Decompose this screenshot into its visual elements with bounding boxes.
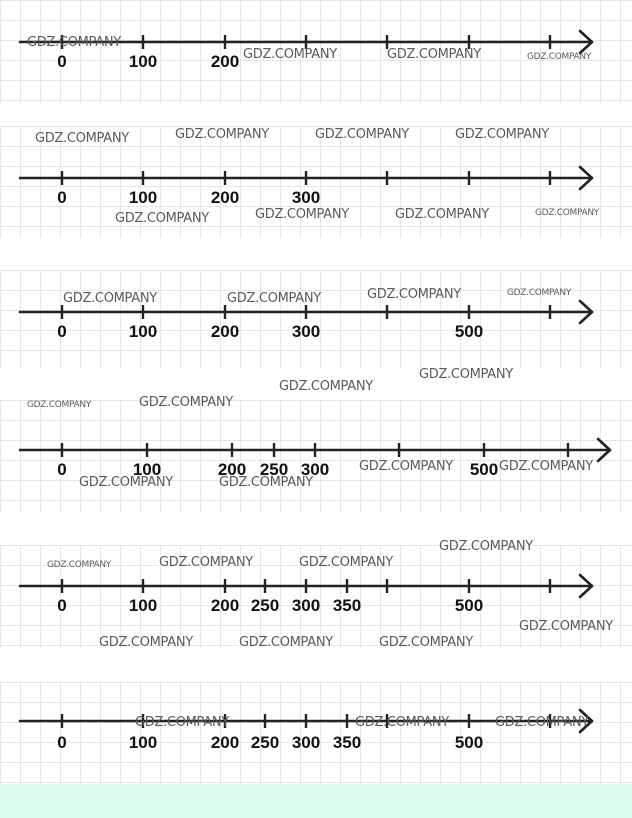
watermark: GDZ.COMPANY bbox=[359, 459, 453, 474]
tick-label: 250 bbox=[259, 460, 289, 479]
watermark: GDZ.COMPANY bbox=[507, 288, 572, 298]
tick-label: 0 bbox=[57, 733, 67, 752]
watermark: GDZ.COMPANY bbox=[355, 715, 449, 730]
watermark: GDZ.COMPANY bbox=[379, 635, 473, 650]
tick-label: 200 bbox=[210, 322, 240, 341]
tick-label: 100 bbox=[128, 322, 158, 341]
tick-label: 350 bbox=[332, 733, 362, 752]
tick-label: 300 bbox=[300, 460, 330, 479]
tick-label: 300 bbox=[291, 596, 321, 615]
watermark: GDZ.COMPANY bbox=[243, 47, 337, 62]
tick-label: 200 bbox=[210, 596, 240, 615]
watermark: GDZ.COMPANY bbox=[35, 131, 129, 146]
watermark: GDZ.COMPANY bbox=[367, 287, 461, 302]
watermark: GDZ.COMPANY bbox=[135, 715, 229, 730]
tick-label: 250 bbox=[250, 596, 280, 615]
watermark: GDZ.COMPANY bbox=[79, 475, 173, 490]
watermark: GDZ.COMPANY bbox=[527, 52, 592, 62]
number-line-5 bbox=[20, 575, 592, 615]
tick-label: 500 bbox=[454, 322, 484, 341]
tick-label: 100 bbox=[128, 596, 158, 615]
watermark: GDZ.COMPANY bbox=[175, 127, 269, 142]
tick-label: 350 bbox=[332, 596, 362, 615]
watermark: GDZ.COMPANY bbox=[47, 560, 112, 570]
watermark: GDZ.COMPANY bbox=[499, 459, 593, 474]
tick-label: 300 bbox=[291, 188, 321, 207]
tick-label: 250 bbox=[250, 733, 280, 752]
number-line-2 bbox=[20, 167, 592, 207]
watermark: GDZ.COMPANY bbox=[535, 208, 600, 218]
watermark: GDZ.COMPANY bbox=[315, 127, 409, 142]
tick-label: 0 bbox=[57, 460, 67, 479]
watermark: GDZ.COMPANY bbox=[387, 47, 481, 62]
tick-label: 200 bbox=[210, 52, 240, 71]
tick-label: 500 bbox=[469, 460, 499, 479]
tick-label: 0 bbox=[57, 596, 67, 615]
tick-label: 100 bbox=[128, 188, 158, 207]
watermark: GDZ.COMPANY bbox=[99, 635, 193, 650]
watermark: GDZ.COMPANY bbox=[139, 395, 233, 410]
tick-label: 200 bbox=[210, 188, 240, 207]
tick-label: 300 bbox=[291, 322, 321, 341]
tick-label: 0 bbox=[57, 52, 67, 71]
watermark: GDZ.COMPANY bbox=[395, 207, 489, 222]
number-line-3 bbox=[20, 301, 592, 341]
tick-label: 100 bbox=[128, 52, 158, 71]
watermark: GDZ.COMPANY bbox=[27, 400, 92, 410]
watermark: GDZ.COMPANY bbox=[115, 211, 209, 226]
watermark: GDZ.COMPANY bbox=[227, 291, 321, 306]
watermark: GDZ.COMPANY bbox=[27, 35, 121, 50]
tick-label: 100 bbox=[128, 733, 158, 752]
tick-label: 0 bbox=[57, 188, 67, 207]
tick-label: 300 bbox=[291, 733, 321, 752]
watermark: GDZ.COMPANY bbox=[419, 367, 513, 382]
tick-label: 0 bbox=[57, 322, 67, 341]
tick-label: 200 bbox=[217, 460, 247, 479]
watermark: GDZ.COMPANY bbox=[299, 555, 393, 570]
watermark: GDZ.COMPANY bbox=[63, 291, 157, 306]
watermark: GDZ.COMPANY bbox=[239, 635, 333, 650]
tick-label: 100 bbox=[132, 460, 162, 479]
watermark: GDZ.COMPANY bbox=[279, 379, 373, 394]
watermark: GDZ.COMPANY bbox=[519, 619, 613, 634]
watermark: GDZ.COMPANY bbox=[255, 207, 349, 222]
watermark: GDZ.COMPANY bbox=[159, 555, 253, 570]
tick-label: 500 bbox=[454, 733, 484, 752]
tick-label: 500 bbox=[454, 596, 484, 615]
watermark: GDZ.COMPANY bbox=[439, 539, 533, 554]
tick-label: 200 bbox=[210, 733, 240, 752]
watermark: GDZ.COMPANY bbox=[219, 475, 313, 490]
watermark: GDZ.COMPANY bbox=[495, 715, 589, 730]
watermark: GDZ.COMPANY bbox=[455, 127, 549, 142]
